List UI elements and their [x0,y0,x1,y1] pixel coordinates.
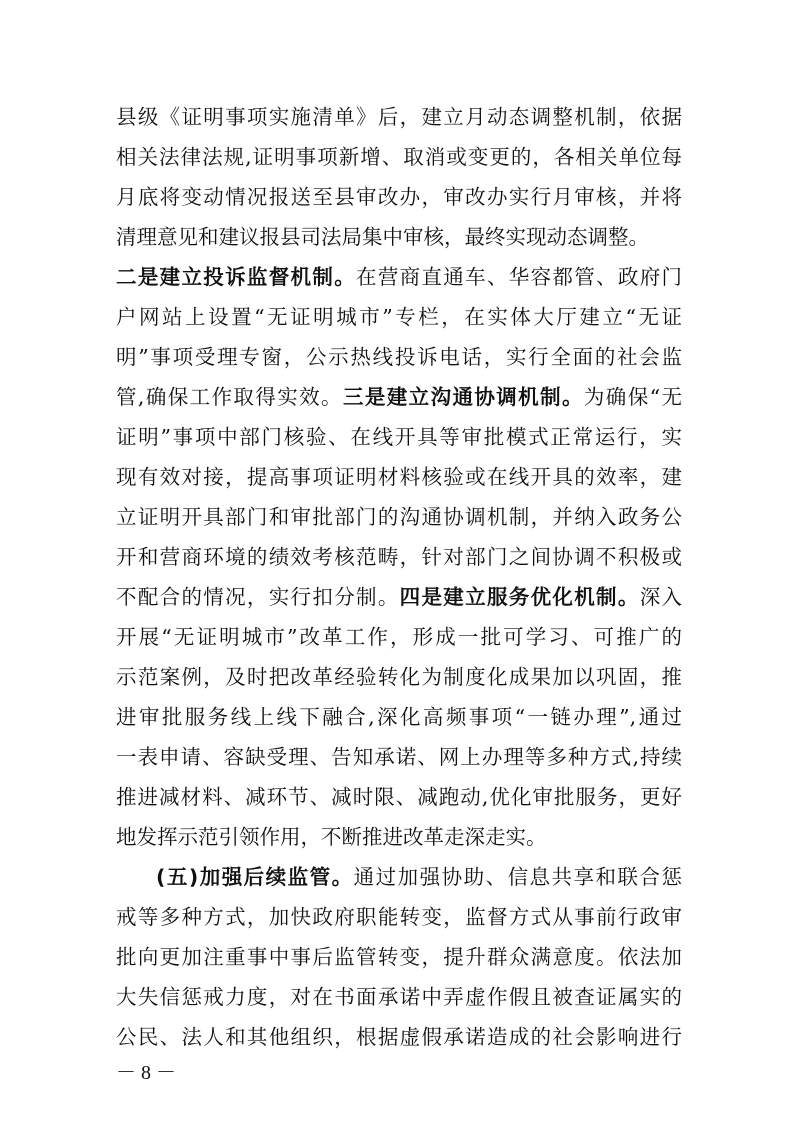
text-segment: 相关法律法规,证明事项新增、取消或变更的，各相关单位每 [116,145,682,169]
text-line-19 [116,817,682,857]
text-line-9 [116,417,682,457]
text-line-10 [116,457,682,497]
text-segment: 推进减材料、减环节、减时限、减跑动,优化审批服务，更好 [116,785,682,809]
text-segment: 现有效对接，提高事项证明材料核验或在线开具的效率，建 [116,465,682,489]
text-segment: 在营商直通车、华容都管、政府门 [356,265,683,289]
text-line-8 [116,377,682,417]
text-line-18 [116,777,682,817]
text-segment: 开和营商环境的绩效考核范畴，针对部门之间协调不积极或 [116,545,682,569]
text-line-12 [116,537,682,577]
text-segment: 深入 [639,585,683,609]
text-line-14 [116,617,682,657]
text-line-6 [116,297,682,337]
text-segment: 月底将变动情况报送至县审改办，审改办实行月审核，并将 [116,185,682,209]
text-segment: 开展“无证明城市”改革工作，形成一批可学习、可推广的 [116,625,682,649]
text-line-13 [116,577,682,617]
text-segment: 戒等多种方式，加快政府职能转变，监督方式从事前行政审 [116,905,682,929]
text-segment: 不配合的情况，实行扣分制。 [116,585,400,609]
text-segment: 公民、法人和其他组织，根据虚假承诺造成的社会影响进行 [116,1025,682,1049]
text-line-23 [116,977,682,1017]
text-line-4 [116,217,682,257]
text-segment: 大失信惩戒力度，对在书面承诺中弄虚作假且被查证属实的 [116,985,682,1009]
text-line-5 [116,257,682,297]
text-segment: 明”事项受理专窗，公示热线投诉电话，实行全面的社会监 [116,345,682,369]
text-line-7 [116,337,682,377]
bold-heading-segment: 三是建立沟通协调机制。 [342,385,584,409]
text-segment: 户网站上设置“无证明城市”专栏，在实体大厅建立“无证 [116,305,682,329]
text-line-24 [116,1017,682,1057]
text-segment: 地发挥示范引领作用，不断推进改革走深走实。 [116,825,547,849]
text-line-11 [116,497,682,537]
text-line-3 [116,177,682,217]
text-segment: 进审批服务线上线下融合,深化高频事项“一链办理”,通过 [116,705,682,729]
text-segment: 证明”事项中部门核验、在线开具等审批模式正常运行，实 [116,425,682,449]
text-line-17 [116,737,682,777]
text-line-22 [116,937,682,977]
text-line-20 [156,857,682,897]
text-segment: 管,确保工作取得实效。 [116,385,343,409]
text-line-1 [116,97,682,137]
bold-heading-segment: 四是建立服务优化机制。 [399,585,640,609]
text-segment: 为确保“无 [583,385,682,409]
text-line-21 [116,897,682,937]
text-line-16 [116,697,682,737]
text-segment: 县级《证明事项实施清单》后，建立月动态调整机制，依据 [116,105,682,129]
bold-heading-segment: (五)加强后续监管。 [156,865,354,889]
text-line-15 [116,657,682,697]
page-number: － 8 － [116,1062,176,1084]
text-segment: 通过加强协助、信息共享和联合惩 [353,865,682,889]
text-segment: 立证明开具部门和审批部门的沟通协调机制，并纳入政务公 [116,505,682,529]
text-segment: 清理意见和建议报县司法局集中审核，最终实现动态调整。 [116,225,649,249]
bold-heading-segment: 二是建立投诉监督机制。 [116,265,357,289]
text-segment: 一表申请、容缺受理、告知承诺、网上办理等多种方式,持续 [116,745,682,769]
text-line-2 [116,137,682,177]
text-segment: 示范案例，及时把改革经验转化为制度化成果加以巩固，推 [116,665,682,689]
text-segment: 批向更加注重事中事后监管转变，提升群众满意度。依法加 [116,945,682,969]
